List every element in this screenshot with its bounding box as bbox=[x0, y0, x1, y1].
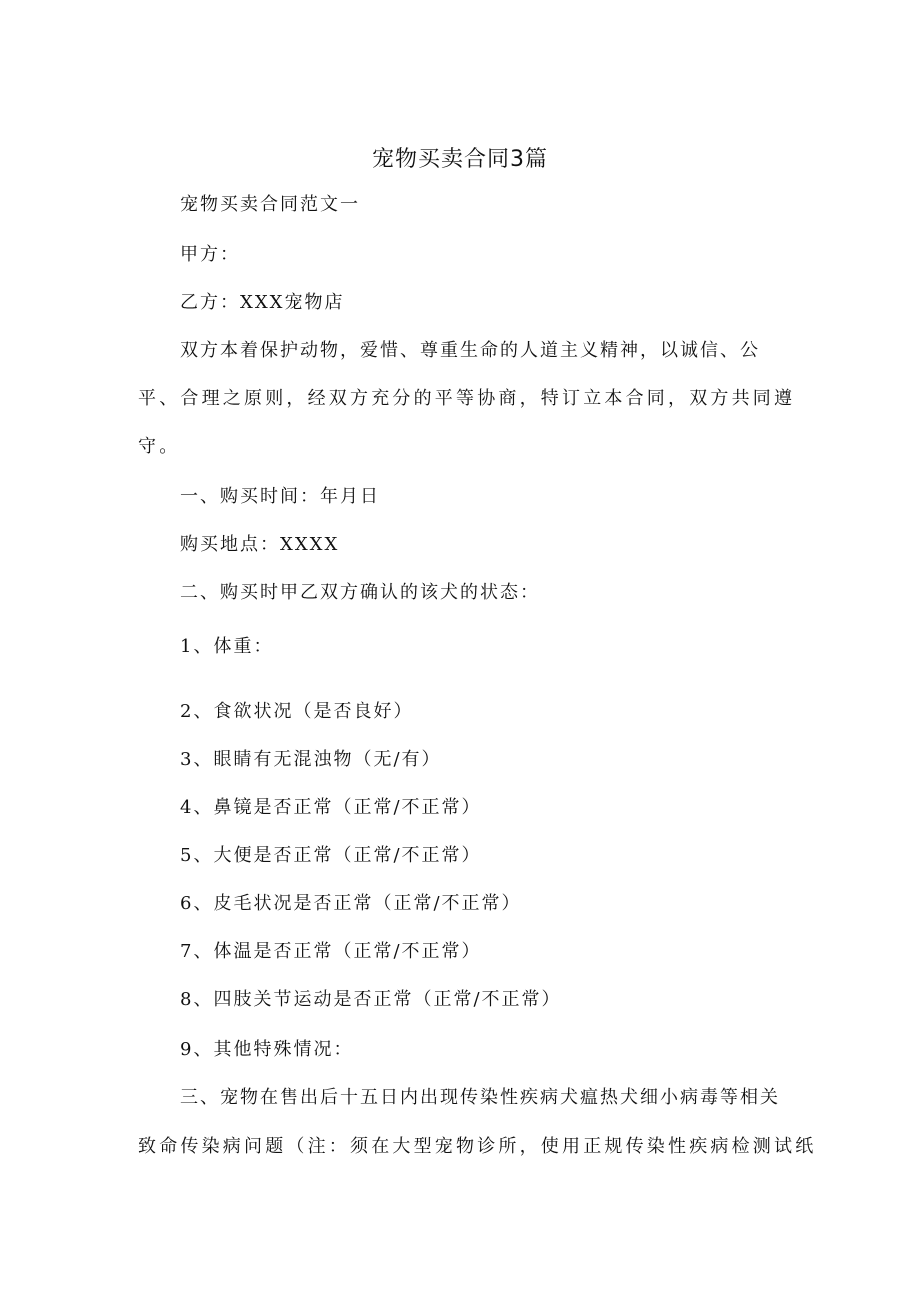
list-item: 5、大便是否正常（正常/不正常） bbox=[180, 845, 482, 866]
section-2-heading: 二、购买时甲乙双方确认的该犬的状态： bbox=[180, 582, 540, 603]
section-3-line-2: 致命传染病问题（注：须在大型宠物诊所，使用正规传染性疾病检测试纸 bbox=[138, 1136, 817, 1157]
purchase-place: 购买地点：XXXX bbox=[180, 534, 340, 555]
section-3-line-1: 三、宠物在售出后十五日内出现传染性疾病犬瘟热犬细小病毒等相关 bbox=[180, 1087, 780, 1108]
purchase-time: 一、购买时间：年月日 bbox=[180, 486, 380, 507]
party-a: 甲方： bbox=[180, 244, 240, 265]
list-item: 8、四肢关节运动是否正常（正常/不正常） bbox=[180, 989, 562, 1010]
intro-line-2: 平、合理之原则，经双方充分的平等协商，特订立本合同，双方共同遵 bbox=[138, 388, 796, 409]
subtitle: 宠物买卖合同范文一 bbox=[180, 194, 360, 215]
intro-line-3: 守。 bbox=[138, 436, 181, 457]
document-title: 宠物买卖合同3篇 bbox=[372, 147, 548, 172]
list-item: 1、体重： bbox=[180, 636, 274, 657]
list-item: 3、眼睛有无混浊物（无/有） bbox=[180, 749, 442, 770]
list-item: 4、鼻镜是否正常（正常/不正常） bbox=[180, 797, 482, 818]
intro-line-1: 双方本着保护动物，爱惜、尊重生命的人道主义精神，以诚信、公 bbox=[180, 340, 760, 361]
list-item: 2、食欲状况（是否良好） bbox=[180, 701, 414, 722]
party-b: 乙方：XXX宠物店 bbox=[180, 292, 345, 313]
list-item: 6、皮毛状况是否正常（正常/不正常） bbox=[180, 893, 522, 914]
list-item: 9、其他特殊情况： bbox=[180, 1039, 354, 1060]
list-item: 7、体温是否正常（正常/不正常） bbox=[180, 941, 482, 962]
